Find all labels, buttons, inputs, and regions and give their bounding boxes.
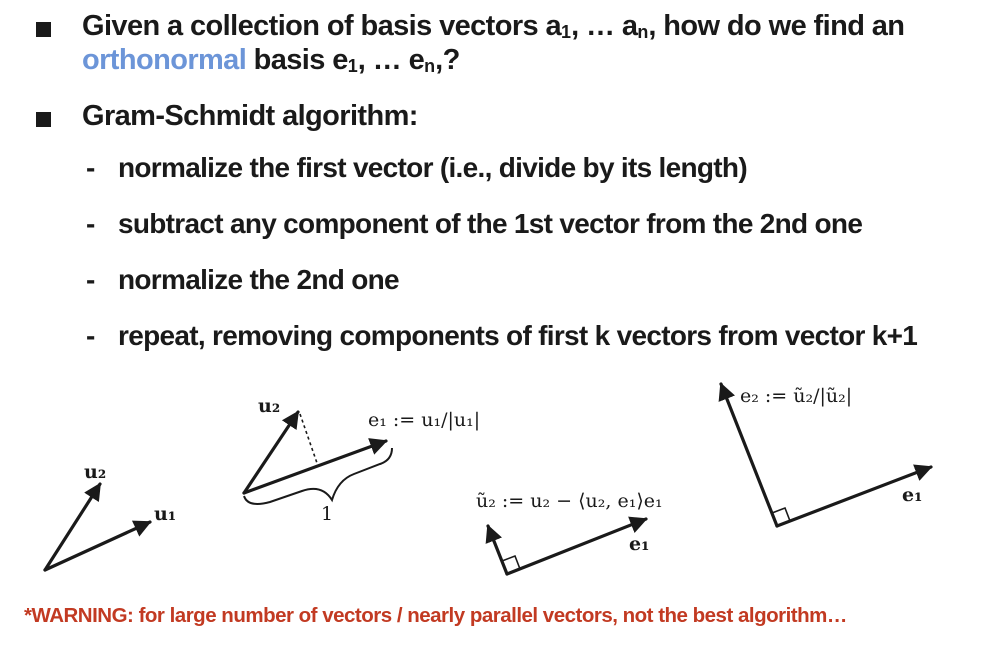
- u2-vector: [244, 412, 298, 493]
- step-text: normalize the first vector (i.e., divide by its length): [118, 152, 747, 183]
- step-item: [86, 152, 747, 184]
- u2-tilde-definition: ũ₂ := u₂ − ⟨u₂, e₁⟩e₁: [476, 490, 663, 512]
- projection-line: [300, 414, 317, 463]
- e1-definition: e₁ := u₁/|u₁|: [368, 409, 481, 431]
- dash-marker: -: [86, 208, 96, 239]
- bullet-square-icon: [36, 22, 51, 37]
- dash-marker: -: [86, 320, 96, 351]
- bullet-question: [36, 12, 904, 80]
- step-text: subtract any component of the 1st vector from the 2nd one: [118, 208, 863, 239]
- u2-tilde-vector: [488, 526, 507, 574]
- e1-label: e₁: [902, 484, 923, 506]
- gram-schmidt-heading: Gram-Schmidt algorithm:: [82, 100, 418, 132]
- u2-label: u₂: [84, 461, 107, 483]
- step-item: [86, 264, 399, 296]
- question-line-1: Given a collection of basis vectors a1, … an, how do we find an: [82, 10, 905, 42]
- u1-vector: [244, 441, 386, 493]
- warning-note: *WARNING: for large number of vectors / nearly parallel vectors, not the best algorithm…: [24, 604, 847, 627]
- u1-label: u₁: [154, 503, 177, 525]
- brace-length-label: 1: [321, 503, 334, 525]
- bullet-square-icon: [36, 112, 51, 127]
- step-item: [86, 320, 917, 352]
- u2-label: u₂: [258, 395, 281, 417]
- e2-definition: e₂ := ũ₂/|ũ₂|: [740, 385, 853, 407]
- orthonormal-highlight: orthonormal: [82, 44, 247, 76]
- dash-marker: -: [86, 152, 96, 183]
- bullet-gram-schmidt: [36, 102, 418, 130]
- e1-label: e₁: [629, 533, 650, 555]
- dash-marker: -: [86, 264, 96, 295]
- step-text: repeat, removing components of first k vectors from vector k+1: [118, 320, 918, 351]
- question-line-2: orthonormal basis e1, … en,?: [82, 44, 460, 76]
- brace: [244, 448, 392, 504]
- step-item: [86, 208, 862, 240]
- step-text: normalize the 2nd one: [118, 264, 399, 295]
- gram-schmidt-diagram: [0, 360, 1000, 600]
- e1-vector: [507, 519, 646, 574]
